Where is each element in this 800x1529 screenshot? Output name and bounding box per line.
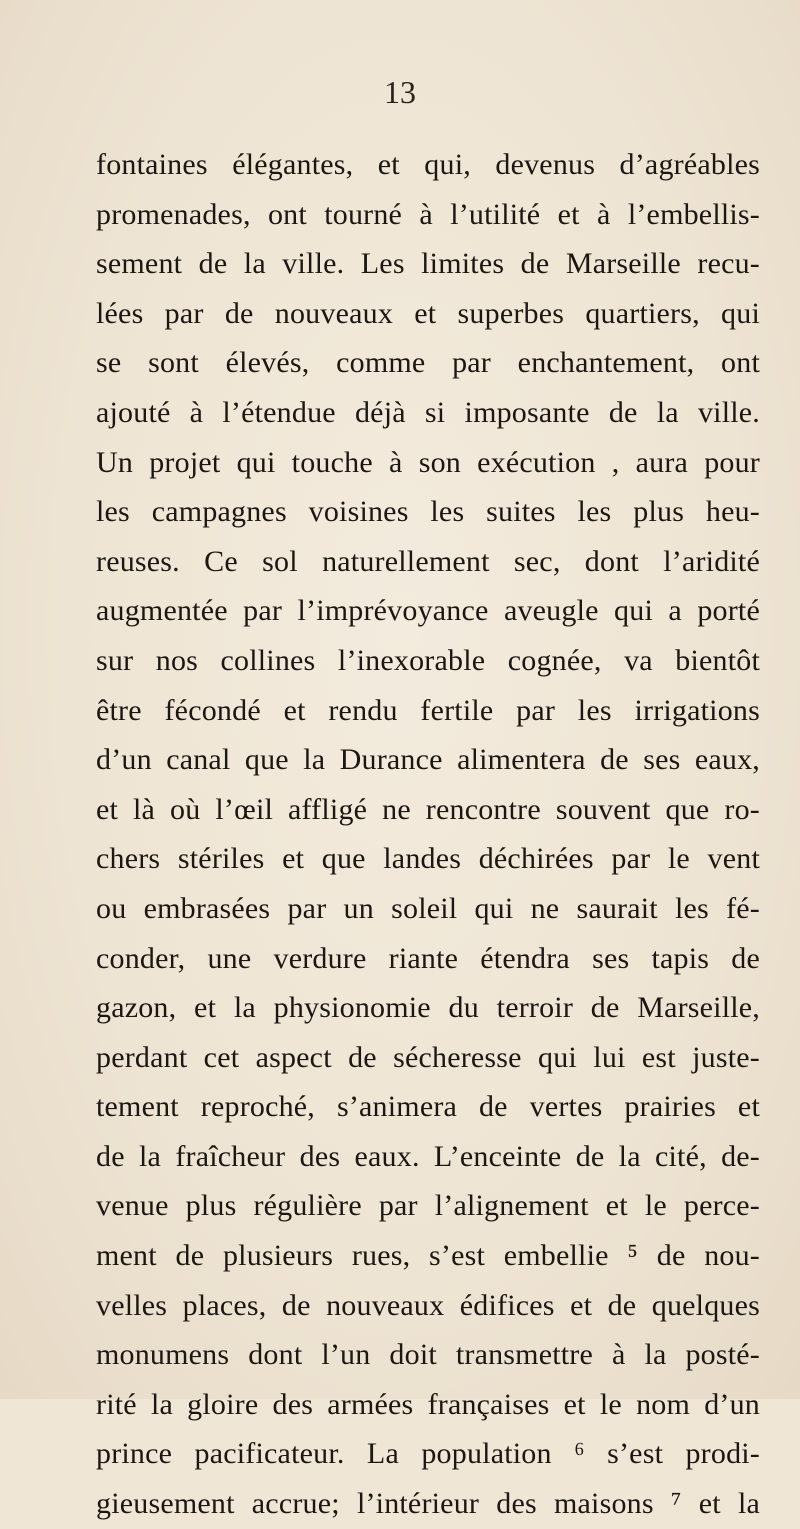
text-line: ajouté à l’étendue déjà si imposante de la ville. bbox=[96, 395, 760, 429]
body-text bbox=[96, 140, 760, 1529]
text-line: les campagnes voisines les suites les plus heu- bbox=[96, 495, 760, 529]
text-line: sur nos collines l’inexorable cognée, va bientôt bbox=[96, 643, 760, 677]
text-line: augmentée par l’imprévoyance aveugle qui a porté bbox=[96, 594, 760, 628]
text-line: prince pacificateur. La population ⁶ s’est prodi- bbox=[96, 1437, 760, 1471]
text-line: lées par de nouveaux et superbes quartiers, qui bbox=[96, 296, 760, 330]
text-line: velles places, de nouveaux édifices et de quelques bbox=[96, 1288, 760, 1322]
text-line: fontaines élégantes, et qui, devenus d’agréables bbox=[96, 148, 760, 181]
text-line: tement reproché, s’animera de vertes prairies et bbox=[96, 1090, 760, 1124]
text-line: et là où l’œil affligé ne rencontre souvent que ro- bbox=[96, 792, 760, 826]
text-line: rité la gloire des armées françaises et le nom d’un bbox=[96, 1387, 760, 1421]
text-line: d’un canal que la Durance alimentera de ses eaux, bbox=[96, 743, 760, 777]
text-line: venue plus régulière par l’alignement et le perce- bbox=[96, 1189, 760, 1223]
text-line: chers stériles et que landes déchirées par le vent bbox=[96, 842, 760, 876]
text-line: promenades, ont tourné à l’utilité et à l’embellis- bbox=[96, 197, 760, 231]
text-line: se sont élevés, comme par enchantement, ont bbox=[96, 346, 760, 380]
text-line: Un projet qui touche à son exécution , aura pour bbox=[96, 445, 760, 479]
text-line: ou embrasées par un soleil qui ne saurait les fé- bbox=[96, 891, 760, 925]
text-line: gazon, et la physionomie du terroir de Marseille, bbox=[96, 991, 760, 1025]
text-line: être fécondé et rendu fertile par les irrigations bbox=[96, 693, 760, 727]
text-line: ment de plusieurs rues, s’est embellie ⁵ de nou- bbox=[96, 1239, 760, 1273]
text-line: reuses. Ce sol naturellement sec, dont l’aridité bbox=[96, 544, 760, 578]
text-line: sement de la ville. Les limites de Marseille recu- bbox=[96, 247, 760, 281]
text-line: monumens dont l’un doit transmettre à la posté- bbox=[96, 1338, 760, 1372]
text-line: conder, une verdure riante étendra ses tapis de bbox=[96, 941, 760, 975]
page-number: 13 bbox=[384, 74, 416, 110]
text-line: gieusement accrue; l’intérieur des maisons ⁷ et la bbox=[96, 1487, 760, 1521]
text-line: perdant cet aspect de sécheresse qui lui est juste- bbox=[96, 1040, 760, 1074]
text-line: de la fraîcheur des eaux. L’enceinte de la cité, de- bbox=[96, 1139, 760, 1173]
